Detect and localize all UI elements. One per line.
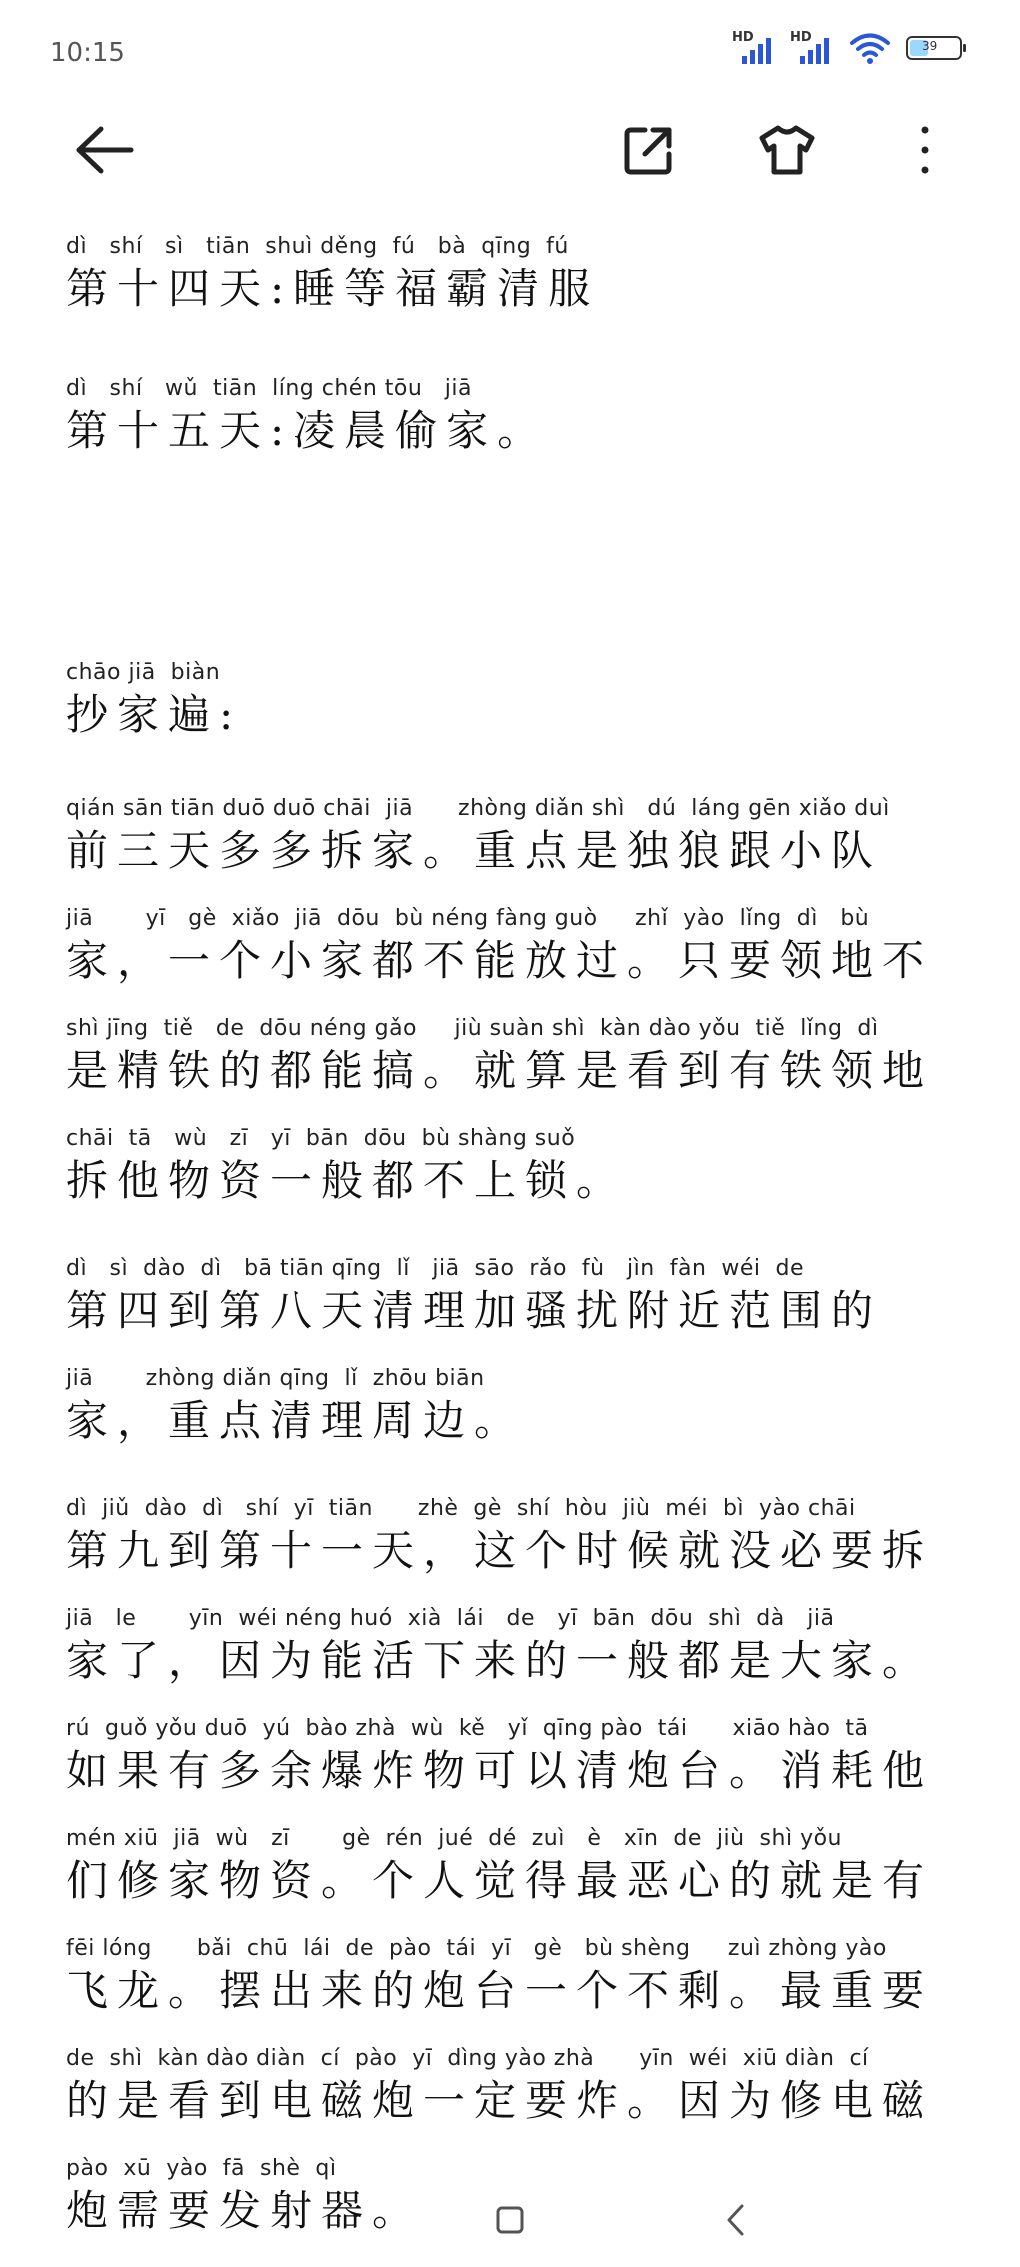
pinyin-line: dì shí sì tiān shuì děng fú bà qīng fú <box>66 234 569 259</box>
text-line <box>66 794 966 878</box>
hanzi-line: 们修家物资。个人觉得最恶心的就是有 <box>66 1856 934 1905</box>
pinyin-line: shì jīng tiě de dōu néng gǎo jiù suàn shì kàn dào yǒu tiě lǐng dì <box>66 1016 879 1041</box>
battery-icon <box>906 36 962 60</box>
signal-icon <box>732 30 776 66</box>
theme-button[interactable] <box>752 110 822 190</box>
back-button[interactable] <box>70 110 140 190</box>
pinyin-line: jiā zhòng diǎn qīng lǐ zhōu biān <box>66 1366 485 1391</box>
text-line <box>66 658 966 742</box>
pinyin-line: qián sān tiān duō duō chāi jiā zhòng diǎn shì dú láng gēn xiǎo duì <box>66 796 890 821</box>
more-vertical-icon <box>917 124 933 176</box>
top-toolbar <box>0 110 1020 220</box>
share-icon <box>623 124 675 176</box>
share-button[interactable] <box>614 110 684 190</box>
hanzi-line: 飞龙。摆出来的炮台一个不剩。最重要 <box>66 1966 934 2015</box>
status-time: 10:15 <box>50 38 125 68</box>
pinyin-line: chāo jiā biàn <box>66 660 221 685</box>
pinyin-line: chāi tā wù zī yī bān dōu bù shàng suǒ <box>66 1126 576 1151</box>
pinyin-line: dì sì dào dì bā tiān qīng lǐ jiā sāo rǎo fù jìn fàn wéi de <box>66 1256 804 1281</box>
text-line <box>66 904 966 988</box>
hanzi-line: 抄家遍: <box>66 690 243 739</box>
more-button[interactable] <box>890 110 960 190</box>
pinyin-line: fēi lóng bǎi chū lái de pào tái yī gè bù shèng zuì zhòng yào <box>66 1936 887 1961</box>
pinyin-line: pào xū yào fā shè qì <box>66 2156 337 2181</box>
hanzi-line: 家，一个小家都不能放过。只要领地不 <box>66 936 934 985</box>
signal-hd-label: HD <box>790 30 812 45</box>
text-line <box>66 1604 966 1688</box>
text-line <box>66 1124 966 1208</box>
hanzi-line: 家了，因为能活下来的一般都是大家。 <box>66 1636 934 1685</box>
hanzi-line: 拆他物资一般都不上锁。 <box>66 1156 628 1205</box>
hanzi-line: 是精铁的都能搞。就算是看到有铁领地 <box>66 1046 934 1095</box>
pinyin-line: dì shí wǔ tiān líng chén tōu jiā <box>66 376 472 401</box>
text-line <box>66 1254 966 1338</box>
hanzi-line: 炮需要发射器。 <box>66 2186 424 2235</box>
battery-level: 39 <box>922 39 938 53</box>
hanzi-line: 的是看到电磁炮一定要炸。因为修电磁 <box>66 2076 934 2125</box>
text-line <box>66 1934 966 2018</box>
navigation-bar <box>0 2160 1020 2260</box>
home-button[interactable] <box>480 2190 540 2250</box>
hanzi-line: 前三天多多拆家。重点是独狼跟小队 <box>66 826 883 875</box>
status-bar <box>0 0 1020 110</box>
wifi-icon <box>848 30 892 66</box>
article-content <box>66 232 966 2238</box>
hanzi-line: 第九到第十一天，这个时候就没必要拆 <box>66 1526 934 1575</box>
tshirt-icon <box>758 124 816 176</box>
text-line <box>66 1364 966 1448</box>
chevron-left-icon <box>724 2203 748 2237</box>
signal-hd-label: HD <box>732 30 754 45</box>
text-line <box>66 1714 966 1798</box>
text-line <box>66 1824 966 1908</box>
pinyin-line: mén xiū jiā wù zī gè rén jué dé zuì è xīn de jiù shì yǒu <box>66 1826 842 1851</box>
text-line <box>66 374 966 458</box>
text-line <box>66 2044 966 2128</box>
pinyin-line: jiā le yīn wéi néng huó xià lái de yī bān dōu shì dà jiā <box>66 1606 835 1631</box>
hanzi-line: 第十五天:凌晨偷家。 <box>66 406 549 455</box>
pinyin-line: dì jiǔ dào dì shí yī tiān zhè gè shí hòu jiù méi bì yào chāi <box>66 1496 856 1521</box>
text-line <box>66 232 966 316</box>
hanzi-line: 如果有多余爆炸物可以清炮台。消耗他 <box>66 1746 934 1795</box>
hanzi-line: 第十四天:睡等福霸清服 <box>66 264 600 313</box>
status-icons <box>732 30 962 66</box>
arrow-left-icon <box>73 125 137 175</box>
hanzi-line: 第四到第八天清理加骚扰附近范围的 <box>66 1286 883 1335</box>
square-home-icon <box>495 2205 525 2235</box>
text-line <box>66 1494 966 1578</box>
pinyin-line: jiā yī gè xiǎo jiā dōu bù néng fàng guò zhǐ yào lǐng dì bù <box>66 906 870 931</box>
nav-back-button[interactable] <box>706 2190 766 2250</box>
text-line <box>66 1014 966 1098</box>
hanzi-line: 家，重点清理周边。 <box>66 1396 526 1445</box>
pinyin-line: de shì kàn dào diàn cí pào yī dìng yào zhà yīn wéi xiū diàn cí <box>66 2046 869 2071</box>
pinyin-line: rú guǒ yǒu duō yú bào zhà wù kě yǐ qīng pào tái xiāo hào tā <box>66 1716 869 1741</box>
signal-icon <box>790 30 834 66</box>
